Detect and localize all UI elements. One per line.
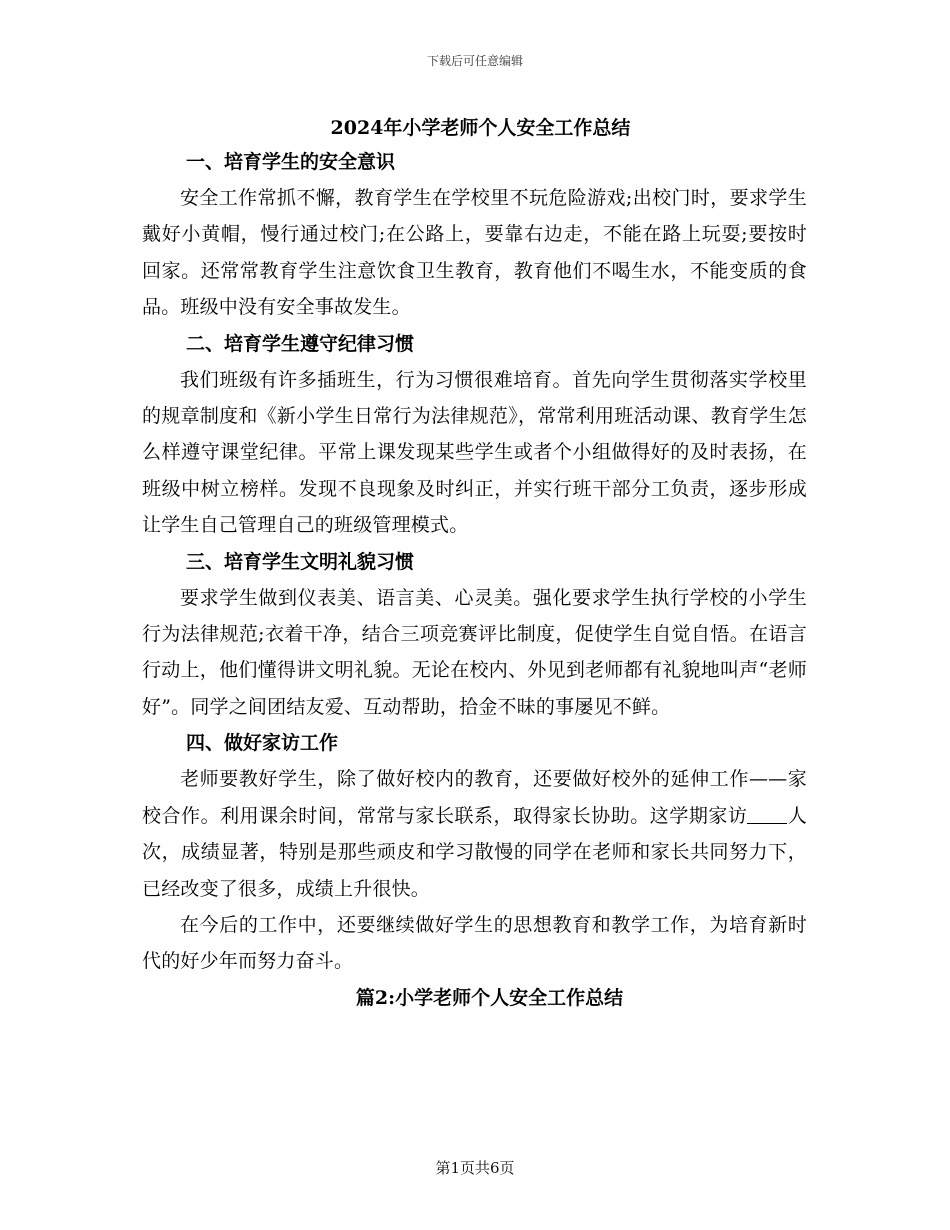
paragraph-courtesy: 要求学生做到仪表美、语言美、心灵美。强化要求学生执行学校的小学生行为法律规范;衣着干净，结合三项竞赛评比制度，促使学生自觉自悟。在语言行动上，他们懂得讲文明礼貌。无论在校内、外见到老师都有礼貌地叫声“老师好”。同学之间团结友爱、互动帮助，拾金不昧的事屡见不鲜。 (142, 586, 807, 718)
document-body (142, 112, 807, 1016)
paragraph-safety-awareness: 安全工作常抓不懈，教育学生在学校里不玩危险游戏;出校门时，要求学生戴好小黄帽，慢行通过校门;在公路上，要靠右边走，不能在路上玩耍;要按时回家。还常常教育学生注意饮食卫生教育，教育他们不喝生水，不能变质的食品。班级中没有安全事故发生。 (142, 187, 807, 319)
visit-text-before: 这学期家访 (649, 804, 748, 827)
paragraph-discipline: 我们班级有许多插班生，行为习惯很难培育。首先向学生贯彻落实学校里的规章制度和《新小学生日常行为法律规范》，常常利用班活动课、教育学生怎么样遵守课堂纪律。平常上课发现某些学生或者个小组做得好的及时表扬，在班级中树立榜样。发现不良现象及时纠正，并实行班干部分工负责，逐步形成让学生自己管理自己的班级管理模式。 (142, 368, 807, 537)
visit-count-blank (747, 804, 787, 824)
document-title: 2024年小学老师个人安全工作总结 (330, 117, 631, 139)
page-number: 第1页共6页 (435, 1159, 515, 1177)
section-heading-home-visit: 四、做好家访工作 (186, 732, 339, 755)
next-article-title: 篇2:小学老师个人安全工作总结 (355, 986, 624, 1009)
section-heading-courtesy: 三、培育学生文明礼貌习惯 (186, 550, 415, 573)
paragraph-home-visit (142, 761, 807, 907)
home-visit-intro: 老师要教好学生，除了做好校内的教育，还要做好校外的延伸工作——家校合作。利用课余时间，常常与家长联系，取得家长协助。 (142, 768, 807, 827)
section-heading-safety-awareness: 一、培育学生的安全意识 (186, 151, 396, 173)
download-note: 下载后可任意编辑 (426, 54, 523, 68)
section-heading-discipline: 二、培育学生遵守纪律习惯 (186, 332, 415, 355)
paragraph-conclusion: 在今后的工作中，还要继续做好学生的思想教育和教学工作，为培育新时代的好少年而努力奋斗。 (142, 913, 807, 973)
visit-text-after: 人次，成绩显著，特别是那些顽皮和学习散慢的同学在老师和家长共同努力下，已经改变了很多，成绩上升很快。 (142, 804, 807, 900)
